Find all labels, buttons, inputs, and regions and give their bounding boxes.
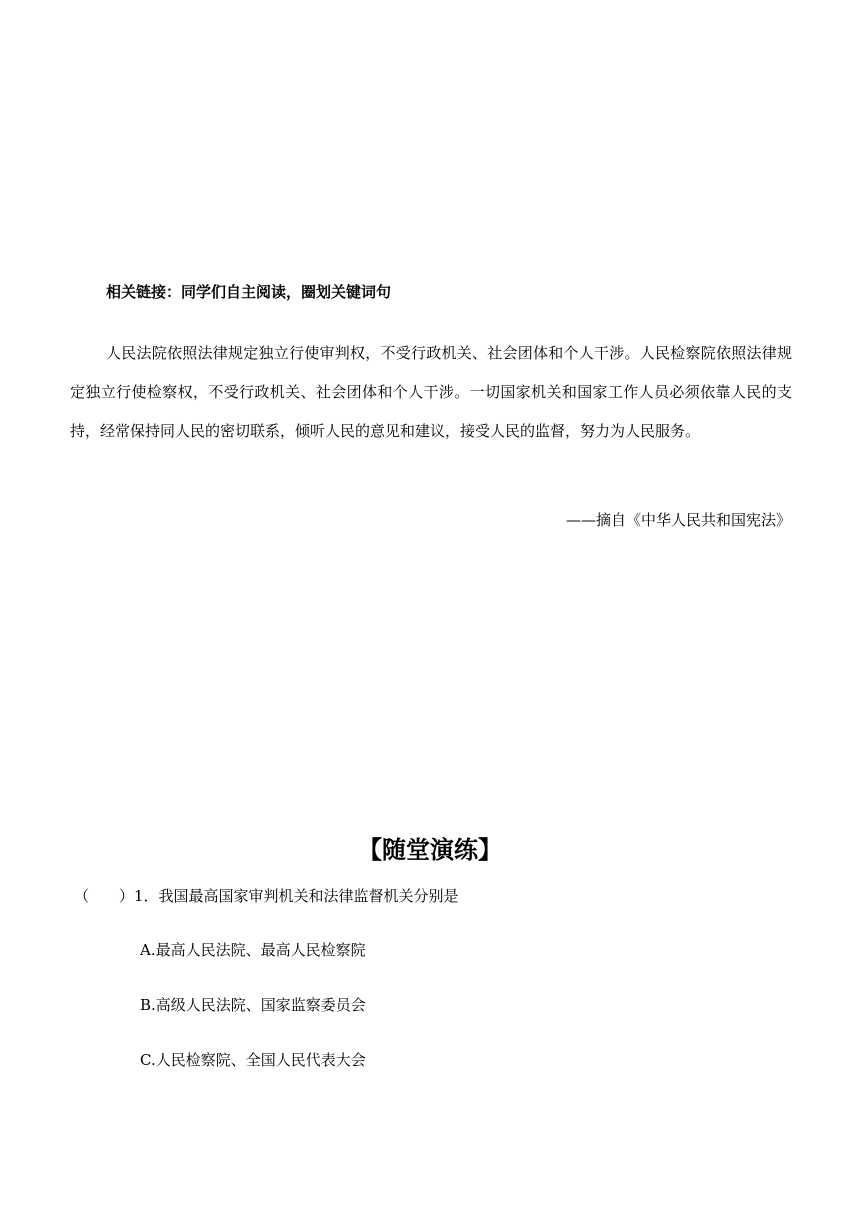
option-a: A.最高人民法院、最高人民检察院 (140, 941, 366, 959)
question-text: 1．我国最高国家审判机关和法律监督机关分别是 (134, 887, 459, 905)
passage-source: ——摘自《中华人民共和国宪法》 (565, 511, 791, 529)
section-title: 【随堂演练】 (358, 836, 502, 864)
related-link-heading: 相关链接：同学们自主阅读，圈划关键词句 (106, 283, 392, 301)
constitution-passage: 人民法院依照法律规定独立行使审判权，不受行政机关、社会团体和个人干涉。人民检察院依照法律规定独立行使检察权，不受行政机关、社会团体和个人干涉。一切国家机关和国家工作人员必须依靠人民的支持，经常保持同人民的密切联系，倾听人民的意见和建议，接受人民的监督，努力为人民服务。 (70, 344, 792, 440)
question-1 (74, 884, 459, 908)
option-c: C.人民检察院、全国人民代表大会 (140, 1051, 366, 1069)
answer-blank: （ ） (74, 887, 135, 905)
option-b: B.高级人民法院、国家监察委员会 (140, 996, 366, 1014)
